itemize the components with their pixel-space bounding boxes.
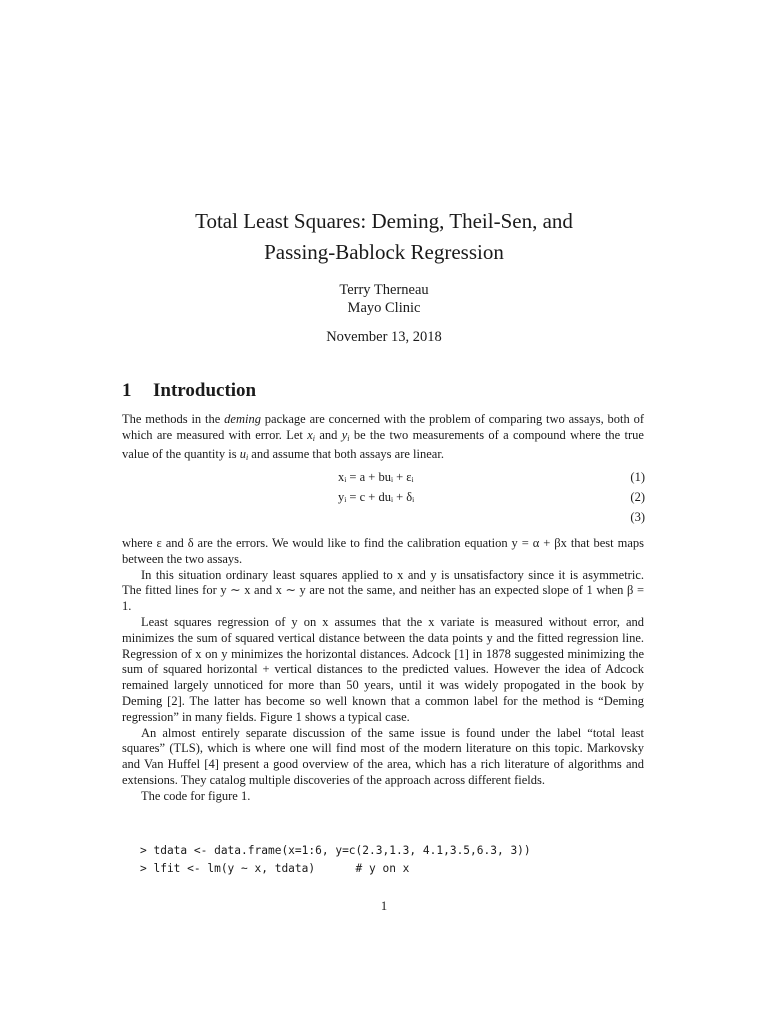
section-number: 1 [122,380,132,401]
math-x-i: $x_i$ [307,427,316,443]
equation-1-label: (1) [630,470,645,484]
paragraph-where: where ε and δ are the errors. We would like to find the calibration equation y = α + βx that best maps between the two assays. [122,536,644,566]
title-line-2: Passing-Bablock Regression [264,240,504,264]
paper-title [0,206,768,268]
code-line: > lfit <- lm(y ~ x, tdata) # y on x [140,862,410,875]
equation-3-label: (3) [630,510,645,524]
equation-2: yᵢ = c + duᵢ + δᵢ [338,490,415,504]
body-text [122,536,644,805]
intro-paragraph [122,412,644,465]
intro-text-5: and assume that both assays are linear. [248,446,444,461]
paragraph-code-intro: The code for figure 1. [141,788,251,803]
math-u-i: $u_i$ [239,446,249,462]
paragraph-ols: In this situation ordinary least squares applied to x and y is unsatisfactory since it is asymmetric. The fitted lines for y ∼ x and x ∼ y are not the same, and neither has an expected slope of 1 when β = 1. [122,567,644,614]
paragraph-least-squares: Least squares regression of y on x assumes that the x variate is measured without error, and minimizes the sum of squared vertical distance between the data points y and the fitted regression line. Regression of x on y minimizes the horizontal distances. Adcock [1] in 1878 suggested minimizing the sum of squared horizontal + vertical distances to the predicted values. However the idea of Adcock remained largely unnoticed for more than 50 years, until it was widely propogated in the book by Deming [2]. The latter has become so well known that a common label for the method is “Deming regression” in many fields. Figure 1 shows a typical case. [122,614,644,724]
author-name: Terry Therneau [339,282,429,298]
section-title: Introduction [153,380,257,401]
intro-text-3: and [315,427,342,442]
intro-text-4: be the two measurements of a compound where the true value of the quantity is [122,427,644,461]
section-heading [122,379,256,403]
math-y-i: $y_i$ [341,427,350,443]
equation-1: xᵢ = a + buᵢ + εᵢ [338,470,414,484]
title-line-1: Total Least Squares: Deming, Theil-Sen, and [195,209,573,233]
package-name: deming [224,412,261,426]
paper-date: November 13, 2018 [326,329,442,345]
page-number: 1 [380,899,388,913]
code-line: > tdata <- data.frame(x=1:6, y=c(2.3,1.3, 4.1,3.5,6.3, 3)) [140,844,531,857]
author-block [0,281,768,317]
code-block [140,842,531,878]
intro-text-1: The methods in the [122,412,225,426]
intro-text-2: package are concerned with the problem of comparing two assays, both of which are measured with error. Let [122,412,644,442]
paragraph-tls: An almost entirely separate discussion of the same issue is found under the label “total least squares” (TLS), which is where one will find most of the modern literature on this topic. Markovsky and Van Huffel [4] present a good overview of the area, which has a rich literature of algorithms and extensions. They catalog multiple discoveries of the approach across different fields. [122,725,644,787]
author-affiliation: Mayo Clinic [347,300,421,316]
equation-2-label: (2) [630,490,645,504]
